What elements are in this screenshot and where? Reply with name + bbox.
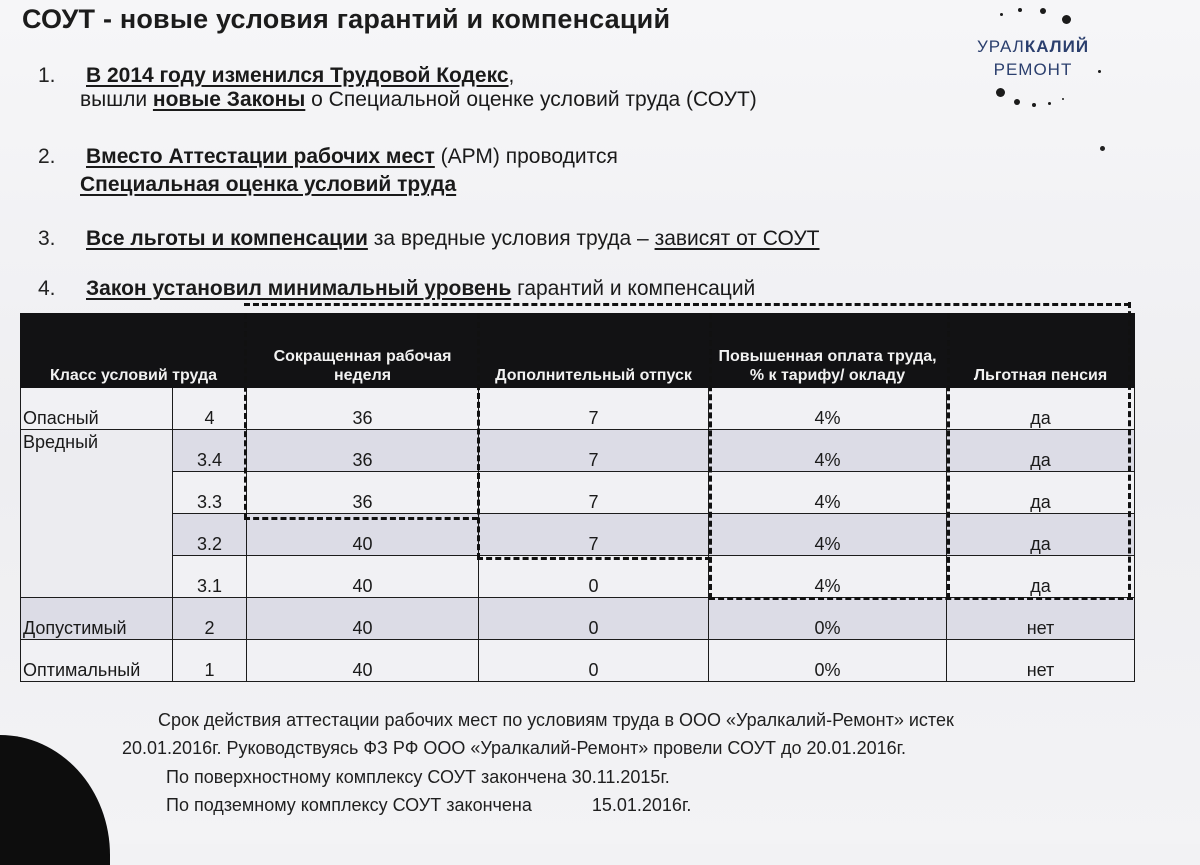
class-code-cell: 4 (173, 388, 247, 430)
leave-cell: 7 (479, 388, 709, 430)
table-row (21, 556, 1135, 598)
logo-text-ural: УРАЛ (976, 37, 1025, 56)
class-code-cell: 3.4 (173, 430, 247, 472)
table-row (21, 514, 1135, 556)
week-cell: 40 (247, 598, 479, 640)
point-text: о Специальной оценке условий труда (СОУТ) (305, 88, 757, 111)
footer-line-2: 20.01.2016г. Руководствуясь ФЗ РФ ООО «Уралкалий-Ремонт» провели СОУТ до 20.01.2016г. (122, 738, 906, 758)
logo-text-kaliy: КАЛИЙ (1024, 37, 1090, 56)
point-number: 1. (38, 64, 56, 87)
header-pension: Льготная пенсия (947, 314, 1135, 388)
logo-dot-icon (1018, 8, 1022, 12)
footer-line-3: По поверхностному комплексу СОУТ закончена 30.11.2015г. (166, 767, 670, 787)
point-text: гарантий и компенсаций (511, 277, 756, 300)
company-logo (958, 4, 1108, 116)
conditions-table (20, 313, 1135, 682)
pension-cell: нет (947, 640, 1135, 682)
logo-dot-icon (996, 88, 1005, 97)
pay-cell: 4% (709, 430, 947, 472)
class-code-cell: 3.3 (173, 472, 247, 514)
week-cell: 40 (247, 514, 479, 556)
page-corner-shadow (0, 735, 110, 865)
footer-line-4 (166, 795, 691, 816)
point-text: вышли (80, 88, 153, 111)
table-row (21, 430, 1135, 472)
pension-cell: да (947, 430, 1135, 472)
point-heading: Все льготы и компенсации (86, 227, 368, 250)
logo-text-top (958, 37, 1108, 57)
pension-cell: да (947, 388, 1135, 430)
pension-cell: да (947, 514, 1135, 556)
pay-cell: 4% (709, 388, 947, 430)
leave-cell: 7 (479, 430, 709, 472)
week-cell: 40 (247, 640, 479, 682)
point-text: (АРМ) проводится (434, 145, 618, 168)
week-cell: 36 (247, 472, 479, 514)
table-row (21, 598, 1135, 640)
leave-cell: 0 (479, 640, 709, 682)
pension-cell: нет (947, 598, 1135, 640)
pension-cell: да (947, 556, 1135, 598)
pay-cell: 4% (709, 514, 947, 556)
logo-dot-icon (1062, 15, 1071, 24)
class-code-cell: 1 (173, 640, 247, 682)
class-code-cell: 3.2 (173, 514, 247, 556)
point-number: 3. (38, 227, 56, 250)
table-header-row (21, 314, 1135, 388)
footer-line-4-label: По подземному комплексу СОУТ закончена (166, 795, 532, 815)
logo-dot-icon (1048, 102, 1051, 105)
point-heading: Вместо Аттестации рабочих мест (86, 145, 435, 168)
logo-dot-icon (1040, 8, 1046, 14)
header-week: Сокращенная рабочая неделя (247, 314, 479, 388)
page-title: СОУТ - новые условия гарантий и компенсаций (22, 4, 671, 34)
point-text: за вредные условия труда – (367, 227, 655, 250)
logo-text-bottom: РЕМОНТ (993, 60, 1073, 79)
week-cell: 40 (247, 556, 479, 598)
point-number: 4. (38, 277, 56, 300)
class-code-cell: 3.1 (173, 556, 247, 598)
class-code-cell: 2 (173, 598, 247, 640)
leave-cell: 0 (479, 598, 709, 640)
point-number: 2. (38, 145, 56, 168)
point-heading: Закон установил минимальный уровень (86, 277, 512, 300)
point-heading: новые Законы (152, 88, 306, 111)
leave-cell: 7 (479, 514, 709, 556)
pay-cell: 4% (709, 472, 947, 514)
header-leave: Дополнительный отпуск (479, 314, 709, 388)
class-name-cell: Оптимальный (21, 640, 173, 682)
highlight-top (244, 303, 1130, 306)
footer-line-4-date: 15.01.2016г. (591, 795, 692, 815)
point-text: , (508, 64, 515, 87)
table-row (21, 388, 1135, 430)
week-cell: 36 (247, 430, 479, 472)
header-pay: Повышенная оплата труда, % к тарифу/ окладу (709, 314, 947, 388)
logo-dot-icon (1000, 13, 1003, 16)
table-row (21, 472, 1135, 514)
footer-line-1: Срок действия аттестации рабочих мест по условиям труда в ООО «Уралкалий-Ремонт» истек (158, 710, 954, 730)
pay-cell: 0% (709, 598, 947, 640)
header-class: Класс условий труда (21, 314, 247, 388)
point-emphasis: зависят от СОУТ (654, 227, 820, 250)
logo-dot-icon (1032, 103, 1036, 107)
week-cell: 36 (247, 388, 479, 430)
bullet-dot-icon (1100, 146, 1105, 151)
logo-dot-icon (1014, 99, 1020, 105)
logo-dot-icon (1062, 98, 1064, 100)
point-heading: В 2014 году изменился Трудовой Кодекс (86, 64, 509, 87)
pay-cell: 4% (709, 556, 947, 598)
leave-cell: 7 (479, 472, 709, 514)
point-heading: Специальная оценка условий труда (80, 173, 457, 196)
class-name-cell: Вредный (21, 430, 173, 598)
leave-cell: 0 (479, 556, 709, 598)
pension-cell: да (947, 472, 1135, 514)
pay-cell: 0% (709, 640, 947, 682)
class-name-cell: Опасный (21, 388, 173, 430)
class-name-cell: Допустимый (21, 598, 173, 640)
table-row (21, 640, 1135, 682)
